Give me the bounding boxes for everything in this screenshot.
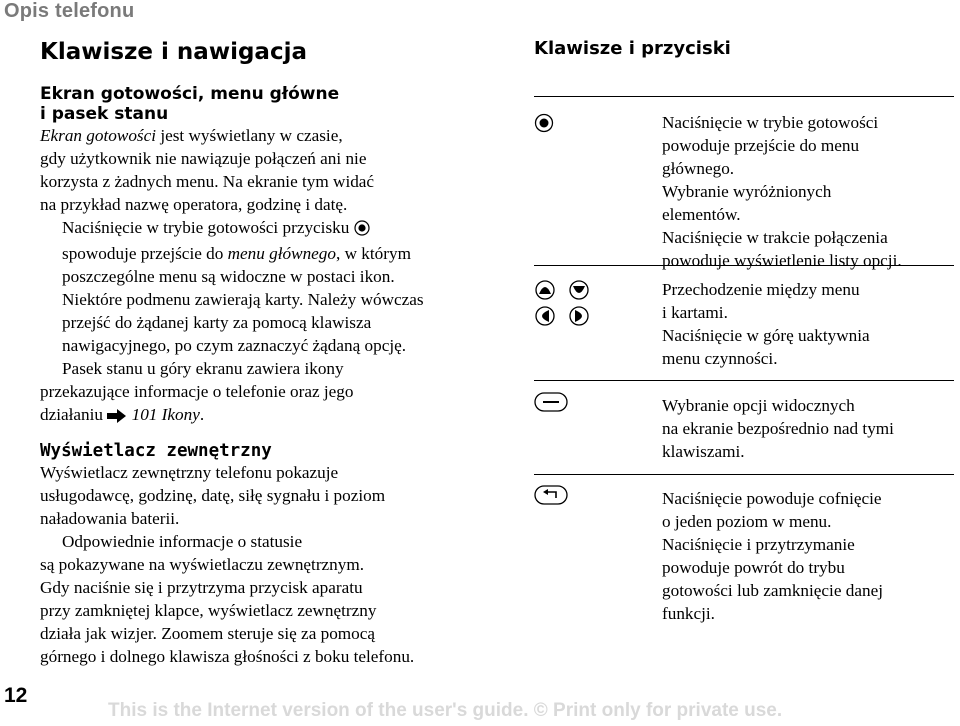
back-key-icon	[534, 485, 644, 510]
text-line: Pasek stanu u góry ekranu zawiera ikony	[62, 359, 344, 378]
key-row-select	[534, 96, 954, 270]
text-line: Naciśnięcie w trakcie połączenia	[662, 228, 888, 247]
key-description	[662, 394, 954, 463]
text-line: powoduje wyświetlenie listy opcji.	[662, 251, 902, 270]
select-key-icon	[354, 219, 370, 242]
text-line: Niektóre podmenu zawierają karty. Należy wówczas	[62, 290, 424, 309]
text-line: elementów.	[662, 205, 741, 224]
text-line: , w którym	[336, 244, 411, 263]
text-line: przy zamkniętej klapce, wyświetlacz zewnętrzny	[40, 601, 377, 620]
keys-heading: Klawisze i przyciski	[534, 38, 731, 59]
text-line: menu czynności.	[662, 349, 778, 368]
text-line: jest wyświetlany w czasie,	[156, 126, 343, 145]
select-key-icon	[534, 113, 644, 138]
text-line: Odpowiednie informacje o statusie	[62, 532, 303, 551]
text-line: Wybranie opcji widocznych	[662, 396, 855, 415]
selection-key-icon	[534, 392, 644, 417]
section-heading-external-display: Wyświetlacz zewnętrzny	[40, 441, 272, 461]
paragraph-status-bar	[40, 357, 492, 429]
text-line: .	[199, 405, 205, 424]
text-line: naładowania baterii.	[40, 509, 180, 528]
text-line: powoduje powrót do trybu	[662, 558, 845, 577]
text-line: funkcji.	[662, 604, 715, 623]
paragraph-external-display	[40, 461, 492, 530]
text-line: Naciśnięcie w trybie gotowości	[662, 113, 879, 132]
key-description	[662, 487, 954, 625]
paragraph-main-menu	[40, 216, 492, 357]
text-line: powoduje przejście do menu	[662, 136, 860, 155]
text-line: są pokazywane na wyświetlaczu zewnętrznym.	[40, 555, 365, 574]
key-row-back	[534, 474, 954, 637]
text-line: działaniu	[40, 405, 108, 424]
text-line: gdy użytkownik nie nawiązuje połączeń ani nie	[40, 149, 367, 168]
arrow-reference-icon	[107, 406, 127, 429]
text-line: Naciśnięcie w górę uaktywnia	[662, 326, 870, 345]
footer-note: This is the Internet version of the user's guide. © Print only for private use.	[108, 700, 783, 721]
section-header: Opis telefonu	[4, 0, 135, 22]
text-line: przekazujące informacje o telefonie oraz jego	[40, 382, 354, 401]
text-line: Wybranie wyróżnionych	[662, 182, 832, 201]
key-row-navigation	[534, 265, 954, 380]
navigation-key-icon	[534, 278, 644, 335]
key-description	[662, 278, 954, 370]
cross-reference-link[interactable]: 101 Ikony	[131, 405, 200, 424]
section-heading-standby	[40, 84, 492, 124]
text-line: i kartami.	[662, 303, 728, 322]
text-line: o jeden poziom w menu.	[662, 512, 832, 531]
text-line: działa jak wizjer. Zoomem steruje się za pomocą	[40, 624, 376, 643]
text-line: usługodawcę, godzinę, datę, siłę sygnału i poziom	[40, 486, 386, 505]
left-column	[40, 38, 492, 668]
text-line: Naciśnięcie w trybie gotowości przycisku	[62, 218, 350, 237]
key-row-selection	[534, 380, 954, 474]
heading-line: i pasek stanu	[40, 104, 169, 124]
key-description	[662, 111, 954, 272]
text-line: poszczególne menu są widoczne w postaci ikon.	[62, 267, 395, 286]
text-line: Wyświetlacz zewnętrzny telefonu pokazuje	[40, 463, 339, 482]
text-line: gotowości lub zamknięcie danej	[662, 581, 883, 600]
text-line: na przykład nazwę operatora, godzinę i datę.	[40, 195, 348, 214]
heading-line: Ekran gotowości, menu główne	[40, 84, 340, 104]
term-standby: Ekran gotowości	[40, 126, 157, 145]
term-main-menu: menu głównego	[227, 244, 336, 263]
text-line: Przechodzenie między menu	[662, 280, 860, 299]
text-line: korzysta z żadnych menu. Na ekranie tym widać	[40, 172, 375, 191]
right-column	[534, 38, 954, 637]
text-line: głównego.	[662, 159, 735, 178]
text-line: na ekranie bezpośrednio nad tymi	[662, 419, 894, 438]
text-line: Naciśnięcie powoduje cofnięcie	[662, 489, 882, 508]
paragraph-camera-viewfinder	[40, 530, 492, 668]
page-title: Klawisze i nawigacja	[40, 39, 307, 65]
text-line: Naciśnięcie i przytrzymanie	[662, 535, 855, 554]
page-number: 12	[4, 684, 28, 707]
text-line: spowoduje przejście do	[62, 244, 228, 263]
text-line: górnego i dolnego klawisza głośności z boku telefonu.	[40, 647, 415, 666]
text-line: klawiszami.	[662, 442, 745, 461]
paragraph-standby	[40, 124, 492, 216]
text-line: Gdy naciśnie się i przytrzyma przycisk aparatu	[40, 578, 363, 597]
text-line: przejść do żądanej karty za pomocą klawisza	[62, 313, 372, 332]
text-line: nawigacyjnego, po czym zaznaczyć żądaną opcję.	[62, 336, 407, 355]
